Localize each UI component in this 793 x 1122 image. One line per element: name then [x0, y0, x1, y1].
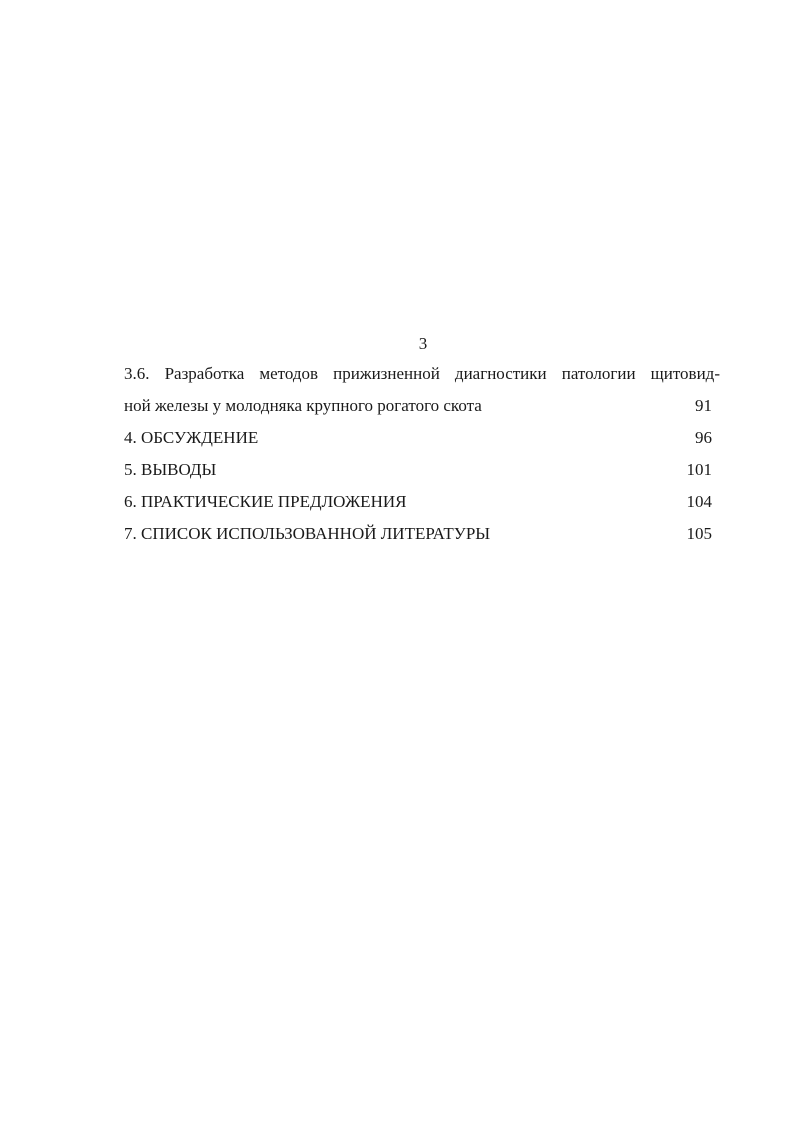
toc-entry-page: 104 [686, 492, 712, 511]
toc-entry-title: 6. ПРАКТИЧЕСКИЕ ПРЕДЛОЖЕНИЯ [124, 492, 407, 511]
toc-entry-page: 105 [686, 524, 712, 543]
toc-entry-3-6-line-1 [124, 358, 720, 390]
table-of-contents [124, 358, 720, 550]
page-number: 3 [418, 334, 428, 353]
toc-entry-title: 5. ВЫВОДЫ [124, 460, 217, 479]
toc-entry-title: 4. ОБСУЖДЕНИЕ [124, 428, 259, 447]
toc-entry-4 [124, 422, 720, 454]
toc-entry-page: 101 [686, 460, 712, 479]
toc-entry-title: 7. СПИСОК ИСПОЛЬЗОВАННОЙ ЛИТЕРАТУРЫ [124, 524, 491, 543]
toc-entry-7 [124, 518, 720, 550]
toc-entry-3-6-line-2 [124, 390, 720, 422]
toc-entry-title: 3.6. Разработка методов прижизненной диагностики патологии щитовид- [124, 364, 720, 383]
toc-entry-page: 96 [695, 428, 712, 447]
toc-entry-page: 91 [695, 396, 712, 415]
toc-entry-title: ной железы у молодняка крупного рогатого скота [124, 396, 482, 415]
toc-entry-5 [124, 454, 720, 486]
toc-entry-6 [124, 486, 720, 518]
